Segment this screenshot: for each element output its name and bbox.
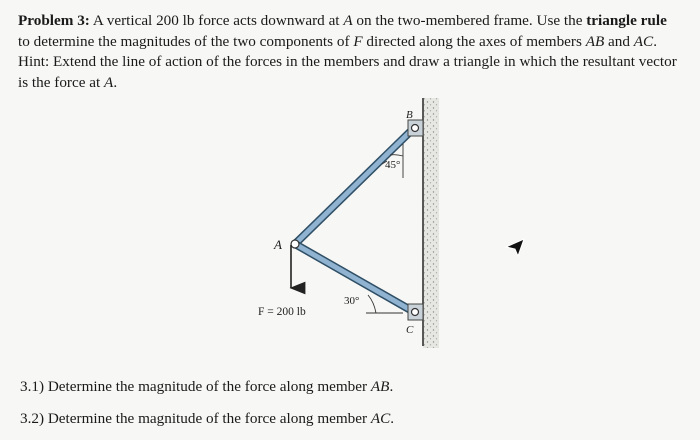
point-a-ref: A [343,12,353,29]
label-c: C [406,324,414,336]
question-3-1 [20,377,393,397]
label-b: B [406,109,413,121]
mouse-pointer-icon [504,236,526,258]
pin-c [412,309,419,316]
force-label: F = 200 lb [258,306,306,318]
question-text: 3.2) Determine the magnitude of the force along member [20,410,371,427]
question-text: 3.1) Determine the magnitude of the force along member [20,378,371,395]
question-text: . [389,378,394,395]
member-ac-ref: AC [633,32,654,50]
point-a-ref: A [104,73,114,91]
force-f-ref: F [353,32,363,50]
problem-text: . Hint: Extend the line of action of the forces in the members and draw a triangle in which the resultant vector is the force at [18,32,677,91]
problem-text: and [604,32,634,50]
angle-top-label: 45° [385,159,401,171]
pin-a [291,240,299,248]
question-member: AB [370,378,390,395]
question-member: AC [370,410,391,427]
problem-text: on the two-membered frame. Use the [352,12,587,29]
problem-statement [18,11,678,93]
angle-30-arc [368,295,376,313]
triangle-rule-term: triangle rule [586,12,667,29]
pin-b [412,125,419,132]
question-3-2 [20,409,394,429]
angle-bottom-label: 30° [344,295,360,307]
label-a: A [274,237,282,252]
question-text: . [390,410,395,427]
angle-45-arc [390,155,403,156]
problem-text: A vertical 200 lb force acts downward at [89,12,344,29]
problem-text: directed along the axes of members [362,32,586,50]
problem-label: Problem 3: [18,12,90,29]
member-ab-ref: AB [585,32,605,50]
problem-text: to determine the magnitudes of the two components of [18,32,354,50]
problem-text: . [113,73,118,91]
frame-figure [240,88,460,348]
wall-support [423,98,439,348]
